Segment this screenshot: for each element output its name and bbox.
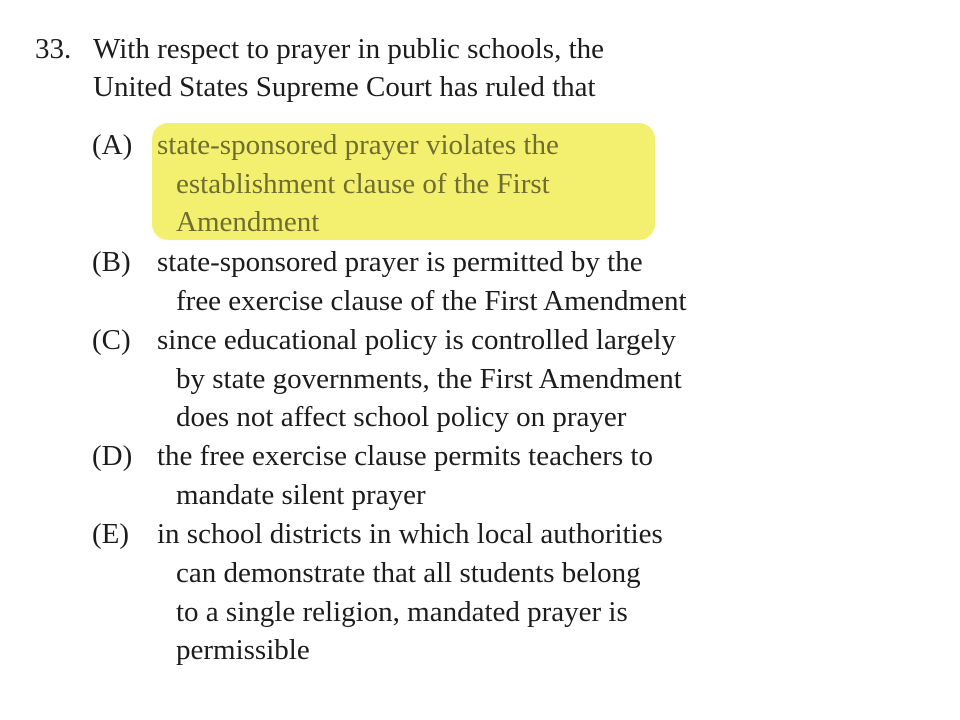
option-e-label: (E) — [92, 518, 130, 550]
option-a-text: state-sponsored prayer violates the — [157, 129, 559, 161]
option-e-text: to a single religion, mandated prayer is — [176, 596, 628, 628]
option-c-text: since educational policy is controlled largely — [157, 324, 676, 356]
option-c-label: (C) — [92, 324, 131, 356]
question-number: 33. — [35, 33, 72, 65]
option-e-text: can demonstrate that all students belong — [176, 557, 641, 589]
option-b-label: (B) — [92, 246, 131, 278]
option-b-text: free exercise clause of the First Amendment — [176, 285, 687, 317]
option-a-label: (A) — [92, 129, 133, 161]
question-stem-line: United States Supreme Court has ruled that — [93, 71, 596, 103]
option-d-label: (D) — [92, 440, 133, 472]
question-stem-line: With respect to prayer in public schools, the — [93, 33, 605, 65]
option-e-text: permissible — [176, 634, 310, 666]
option-e-text: in school districts in which local authorities — [157, 518, 663, 550]
option-a-text: establishment clause of the First — [176, 168, 550, 200]
option-d-text: mandate silent prayer — [176, 479, 426, 511]
option-d-text: the free exercise clause permits teachers to — [157, 440, 653, 472]
option-a-text: Amendment — [176, 206, 320, 238]
option-c-text: by state governments, the First Amendment — [176, 363, 682, 395]
option-c-text: does not affect school policy on prayer — [176, 401, 627, 433]
option-b-text: state-sponsored prayer is permitted by the — [157, 246, 643, 278]
